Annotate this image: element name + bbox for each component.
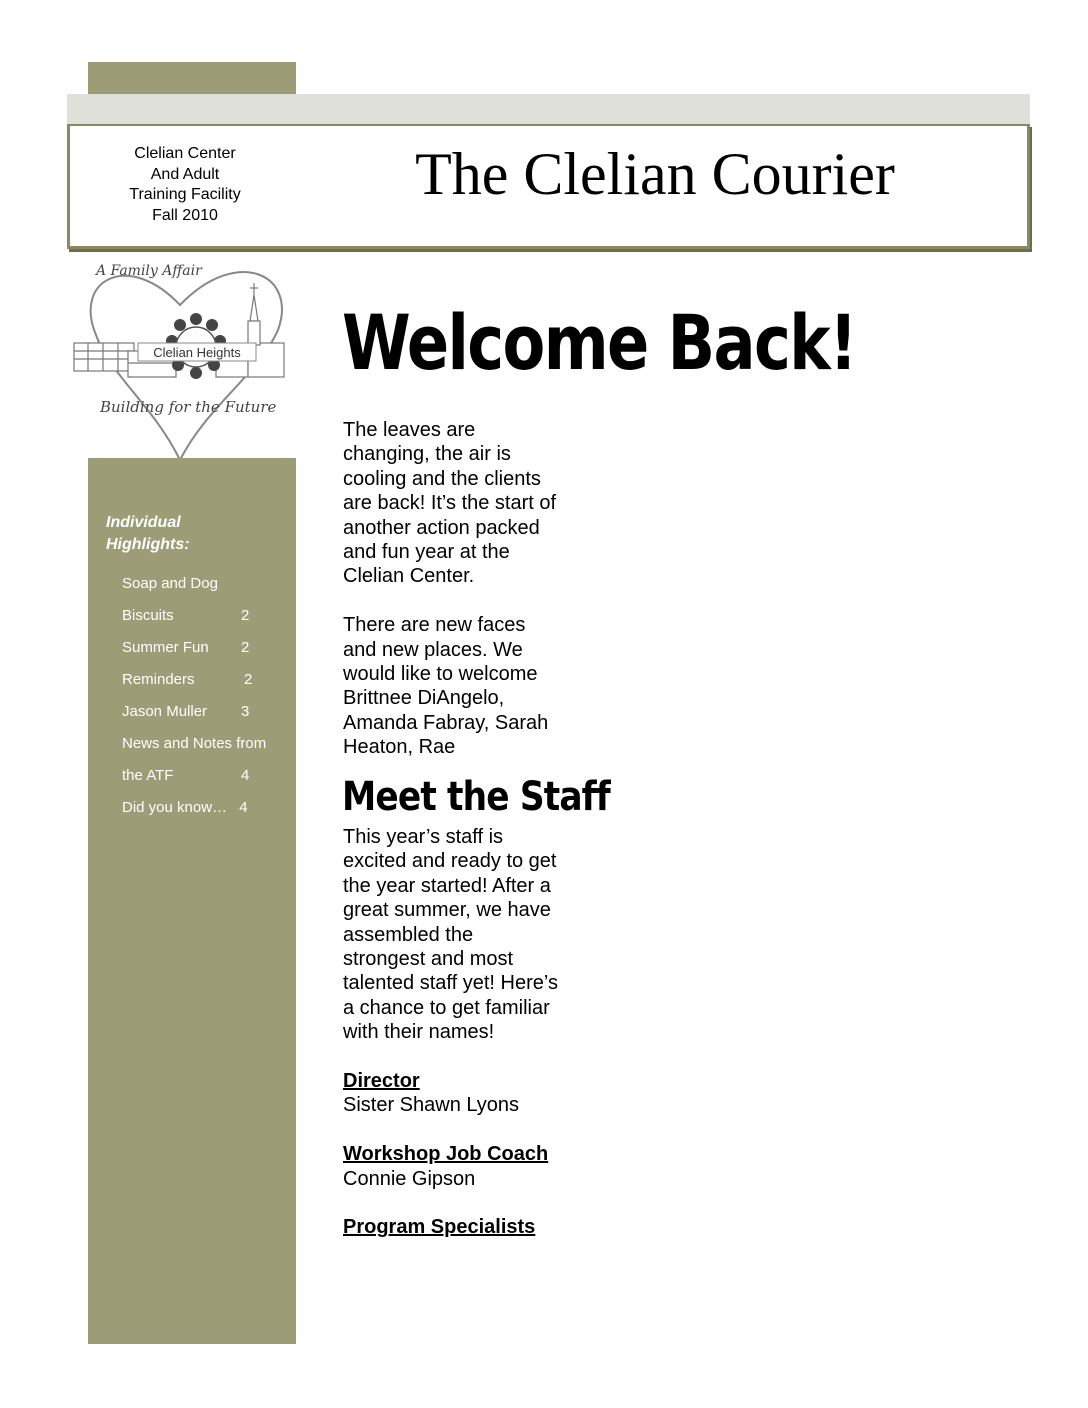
- org-line: Clelian Center: [134, 145, 236, 162]
- coach-label: Workshop Job Coach: [343, 1143, 549, 1166]
- highlight-page: 4: [239, 799, 248, 816]
- staff-article: [343, 825, 558, 1240]
- highlight-item[interactable]: [122, 638, 292, 658]
- staff-intro: This year’s staff is excited and ready to get the year started! After a great summer, we have assembled the strongest and most talented staff yet! Here’s a chance to get familiar with their names!: [343, 826, 558, 1044]
- highlight-item[interactable]: [122, 606, 292, 626]
- highlight-label: Reminders: [122, 671, 195, 688]
- clelian-logo: [68, 255, 296, 465]
- director-label: Director: [343, 1070, 420, 1093]
- logo-bottom-text: Building for the Future: [100, 398, 277, 416]
- highlight-label: Did you know…: [122, 799, 228, 816]
- welcome-article: [343, 418, 558, 772]
- highlight-label: News and Notes from: [122, 735, 267, 752]
- org-line: Fall 2010: [152, 206, 218, 224]
- highlights-sidebar: [88, 458, 296, 1344]
- header-band: [67, 94, 1030, 124]
- masthead: [67, 124, 1030, 249]
- logo-center-text: Clelian Heights: [153, 345, 241, 360]
- staff-heading: Meet the Staff: [342, 772, 626, 824]
- highlight-label: Soap and Dog: [122, 575, 218, 592]
- highlights-heading: Individual Highlights:: [106, 514, 190, 553]
- highlight-label: Summer Fun: [122, 639, 209, 656]
- org-line: And Adult: [150, 165, 220, 183]
- welcome-paragraph: There are new faces and new places. We would like to welcome Brittnee DiAngelo, Amanda Fabray, Sarah Heaton, Rae: [343, 614, 549, 759]
- highlight-item[interactable]: [122, 702, 292, 722]
- coach-name: Connie Gipson: [343, 1167, 476, 1190]
- logo-top-text: A Family Affair: [96, 263, 202, 279]
- director-name: Sister Shawn Lyons: [343, 1094, 520, 1117]
- highlight-page: 2: [241, 607, 250, 624]
- highlight-page: 2: [241, 639, 250, 656]
- highlight-page: 2: [244, 671, 253, 688]
- newsletter-title: The Clelian Courier: [415, 141, 895, 207]
- sidebar-top-tab: [88, 62, 296, 96]
- highlight-page: 4: [241, 767, 250, 784]
- welcome-paragraph: The leaves are changing, the air is cooling and the clients are back! It’s the start of another action packed and fun year at the Clelian Center.: [343, 419, 557, 588]
- highlight-item[interactable]: [122, 766, 292, 786]
- specialists-label: Program Specialists: [343, 1216, 536, 1239]
- highlight-item[interactable]: [122, 670, 292, 690]
- highlight-label: Biscuits: [122, 607, 174, 624]
- highlight-page: 3: [241, 703, 250, 720]
- highlight-label: Jason Muller: [122, 703, 208, 720]
- highlight-item[interactable]: [122, 798, 292, 818]
- highlight-label: the ATF: [122, 767, 174, 784]
- welcome-heading: Welcome Back!: [342, 298, 856, 387]
- org-info: [110, 144, 260, 226]
- highlight-item[interactable]: [122, 734, 292, 754]
- org-line: Training Facility: [129, 186, 241, 203]
- highlight-item[interactable]: [122, 574, 292, 594]
